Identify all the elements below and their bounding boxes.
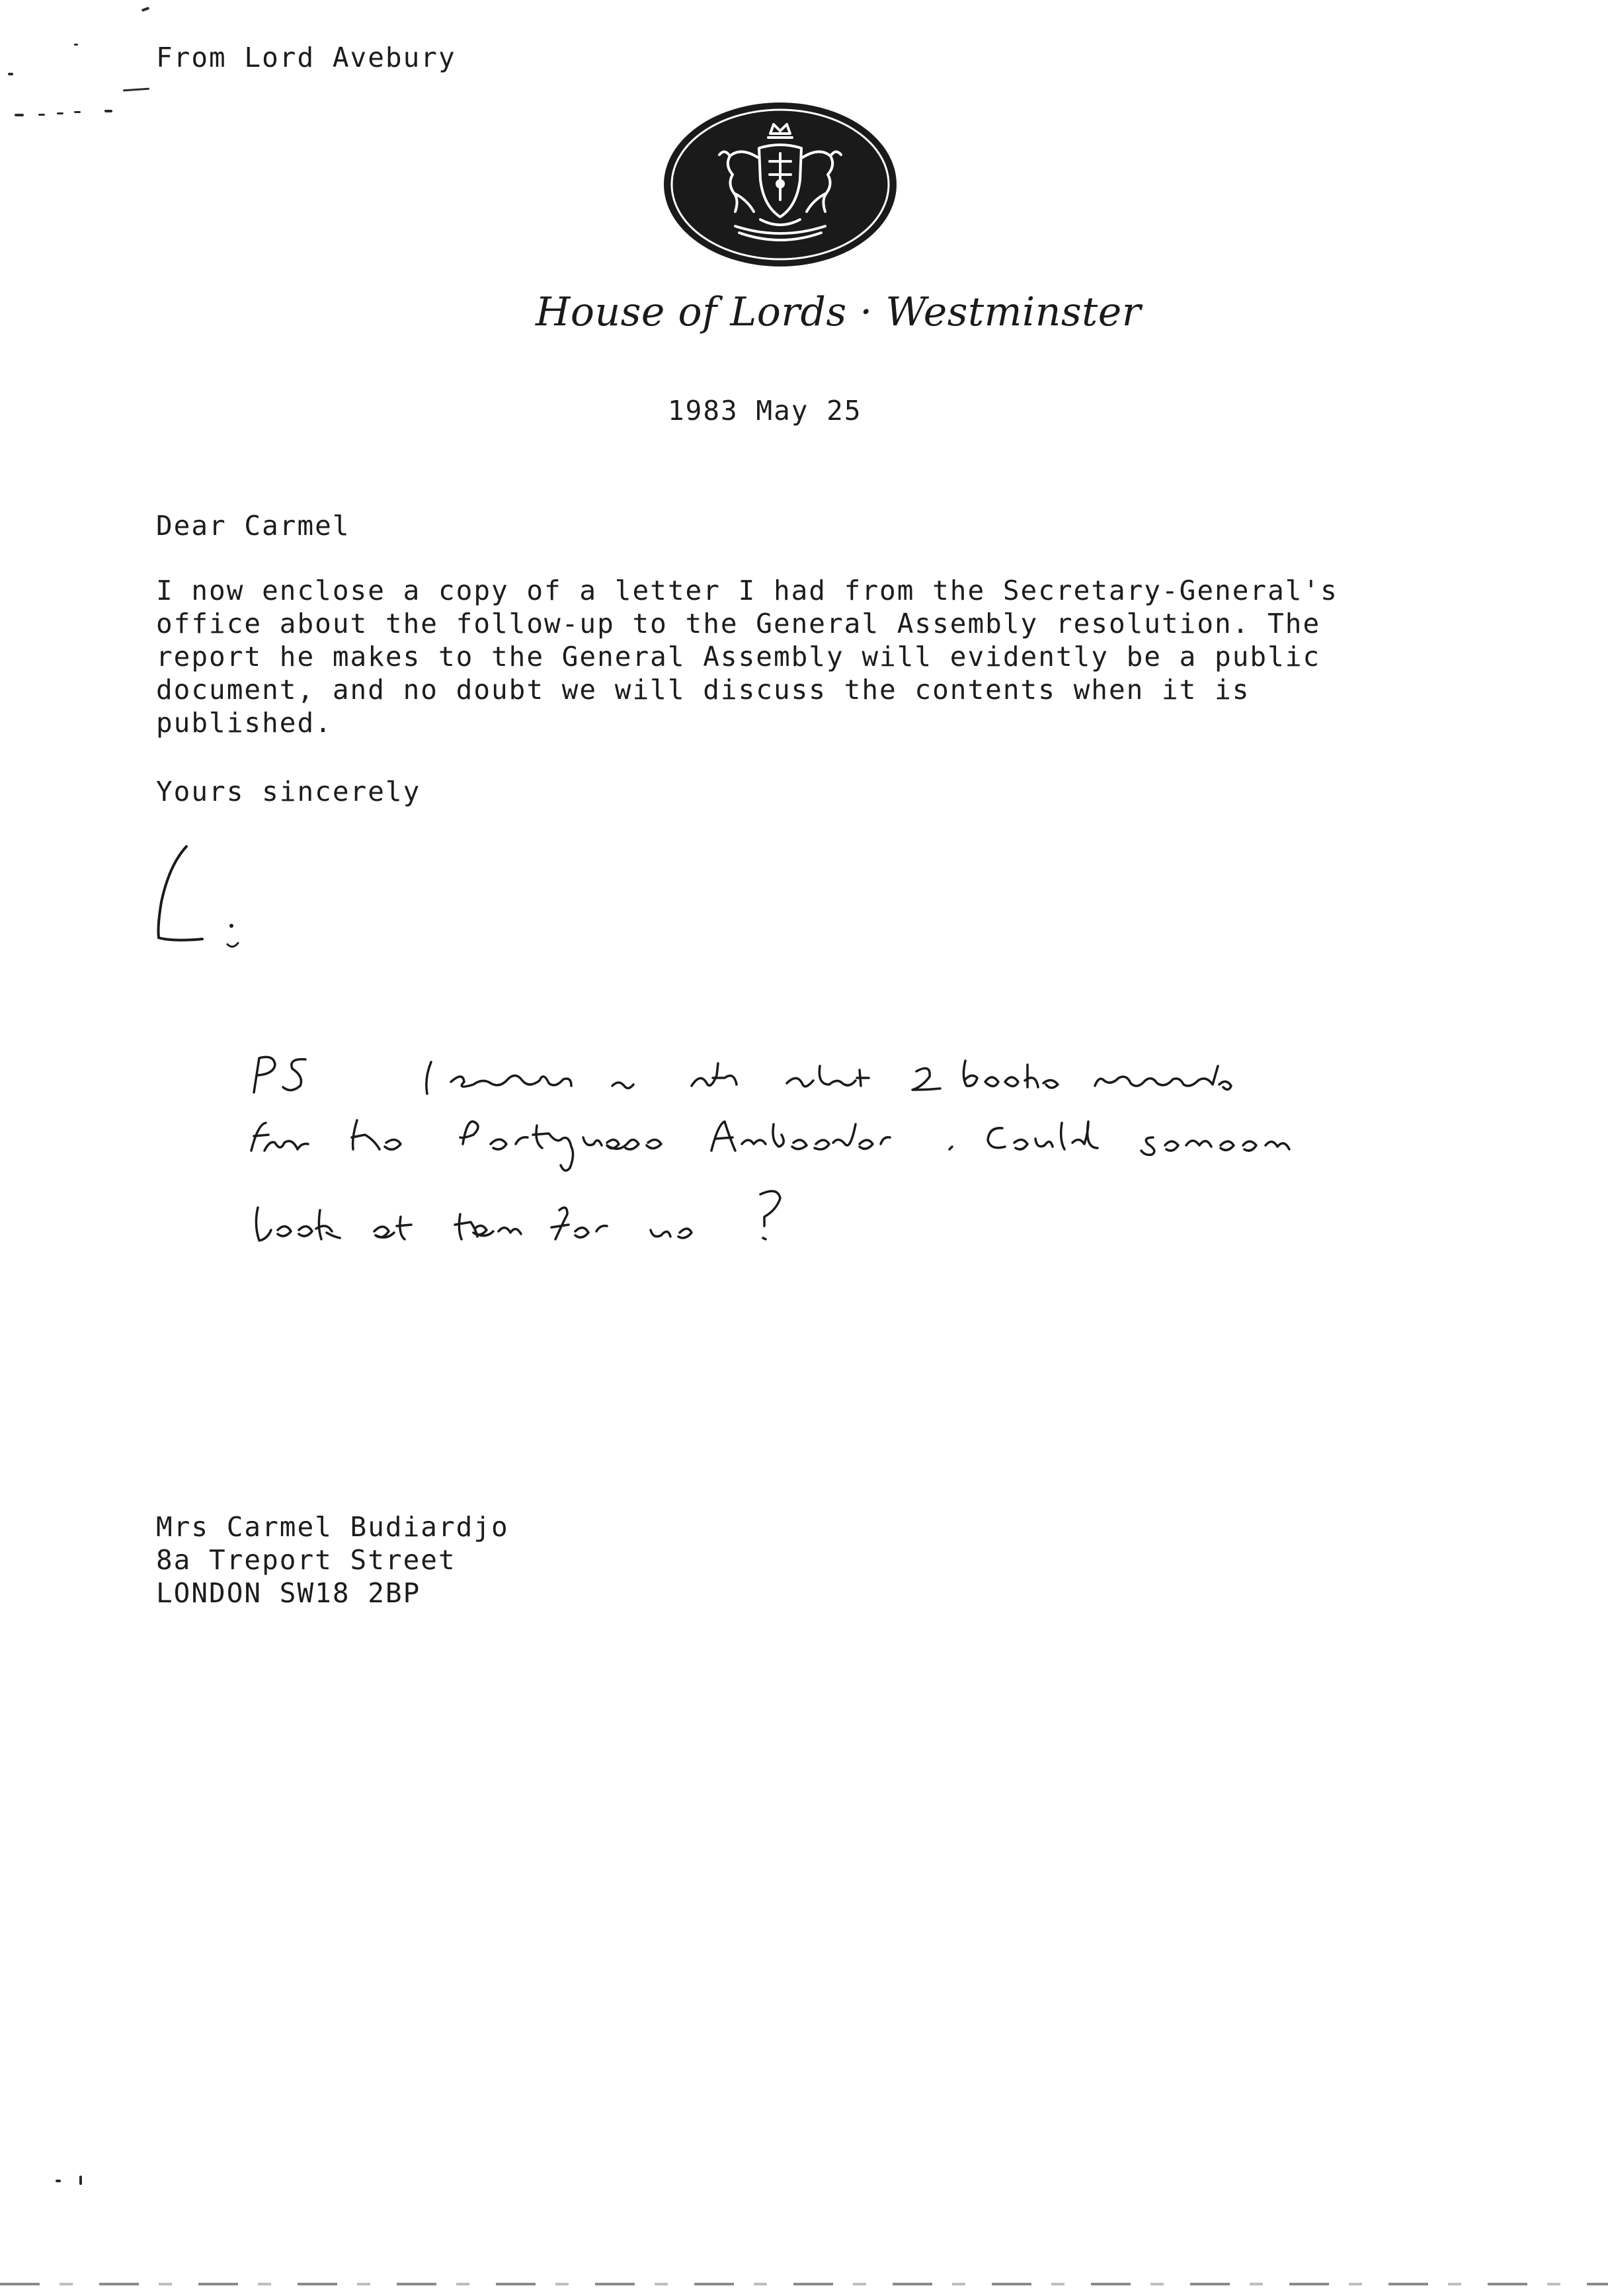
- scan-speck: [74, 111, 81, 113]
- scan-speck: [8, 73, 13, 75]
- closing-line: Yours sincerely: [156, 776, 421, 807]
- body-paragraph: I now enclose a copy of a letter I had from the Secretary-General's office about the follow-up to the General Assembly resolution. The report he makes to the General Assembly will evidently be a public document, and no doubt we will discuss the contents when it is published.: [156, 575, 1338, 739]
- handwritten-postscript: [245, 1051, 1388, 1263]
- address-line-city: LONDON SW18 2BP: [156, 1577, 421, 1609]
- scan-speck: [38, 114, 45, 116]
- sender-line: From Lord Avebury: [156, 42, 456, 73]
- letterhead-title: House of Lords · Westminster: [536, 289, 1141, 335]
- scan-speck: [57, 112, 63, 114]
- scan-speck: [141, 7, 150, 12]
- scan-speck: [123, 88, 149, 92]
- scan-speck: [74, 44, 78, 46]
- scan-edge-marks: [0, 2283, 1608, 2285]
- scan-speck: [104, 110, 112, 112]
- recipient-address: [156, 1510, 509, 1610]
- letter-body: [156, 574, 1551, 739]
- letter-date: 1983 May 25: [668, 395, 862, 427]
- scan-speck: [15, 114, 24, 116]
- address-line-name: Mrs Carmel Budiardjo: [156, 1511, 509, 1543]
- handwritten-signature: [145, 839, 245, 958]
- royal-coat-of-arms-icon: [661, 101, 899, 269]
- address-line-street: 8a Treport Street: [156, 1544, 456, 1576]
- salutation: Dear Carmel: [156, 510, 350, 542]
- scan-speck: [56, 2180, 61, 2182]
- scan-speck: [79, 2176, 82, 2185]
